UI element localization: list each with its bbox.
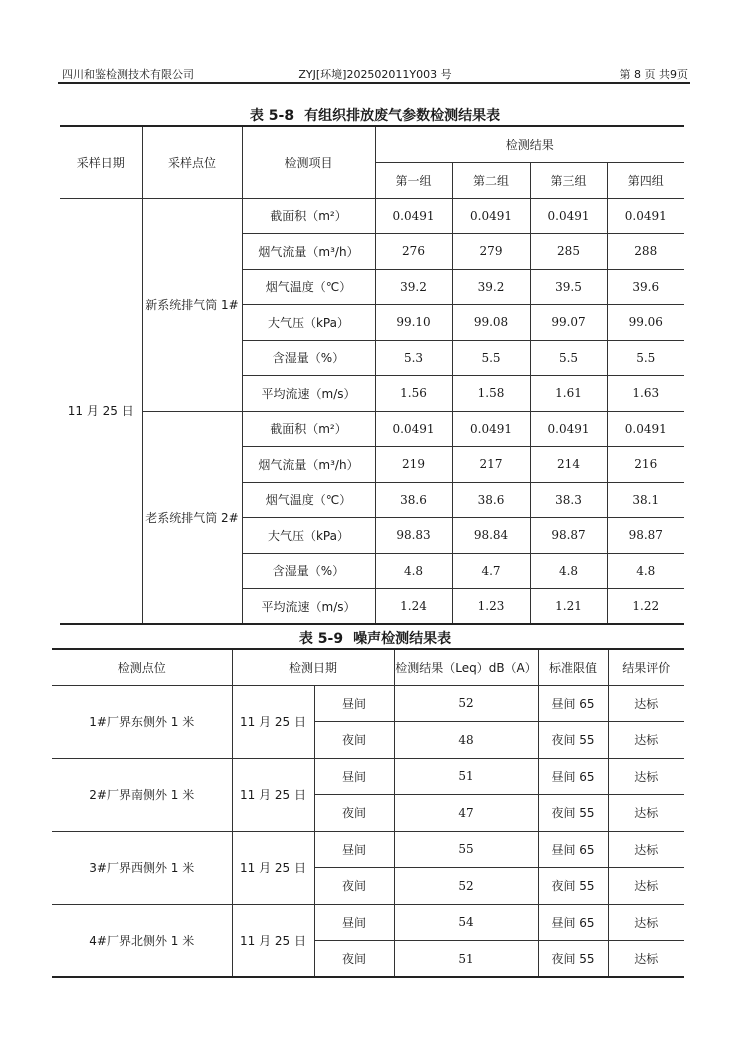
- result-value-cell: 288: [607, 234, 684, 270]
- result-value-cell: 1.24: [375, 589, 452, 625]
- result-value-cell: 217: [452, 447, 530, 483]
- company-name: 四川和鉴检测技术有限公司: [62, 68, 194, 81]
- evaluation-cell: 达标: [608, 831, 684, 868]
- result-value-cell: 0.0491: [530, 411, 607, 447]
- result-value-cell: 285: [530, 234, 607, 270]
- result-value-cell: 0.0491: [452, 411, 530, 447]
- test-date-cell: 11 月 25 日: [232, 904, 314, 977]
- limit-cell: 夜间 55: [538, 941, 608, 978]
- test-item-cell: 烟气温度（℃）: [242, 269, 375, 305]
- header-test-results: 检测结果: [375, 126, 684, 162]
- result-value-cell: 1.58: [452, 376, 530, 412]
- limit-cell: 夜间 55: [538, 722, 608, 759]
- period-cell: 夜间: [314, 795, 394, 832]
- result-value-cell: 38.1: [607, 482, 684, 518]
- result-value-cell: 99.06: [607, 305, 684, 341]
- test-item-cell: 大气压（kPa）: [242, 305, 375, 341]
- result-value-cell: 99.10: [375, 305, 452, 341]
- header-test-item: 检测项目: [242, 126, 375, 198]
- result-value-cell: 0.0491: [375, 198, 452, 234]
- result-value-cell: 0.0491: [607, 198, 684, 234]
- test-date-cell: 11 月 25 日: [232, 758, 314, 831]
- period-cell: 昼间: [314, 904, 394, 941]
- result-value-cell: 1.22: [607, 589, 684, 625]
- test-date-cell: 11 月 25 日: [232, 831, 314, 904]
- noise-value-cell: 52: [394, 685, 538, 722]
- header-group-2: 第二组: [452, 162, 530, 198]
- result-value-cell: 214: [530, 447, 607, 483]
- result-value-cell: 39.2: [452, 269, 530, 305]
- table-row: [52, 831, 684, 868]
- result-value-cell: 1.21: [530, 589, 607, 625]
- table-row: [52, 685, 684, 722]
- result-value-cell: 4.8: [607, 553, 684, 589]
- test-item-cell: 含湿量（%）: [242, 553, 375, 589]
- limit-cell: 昼间 65: [538, 904, 608, 941]
- result-value-cell: 39.6: [607, 269, 684, 305]
- result-value-cell: 0.0491: [375, 411, 452, 447]
- result-value-cell: 39.5: [530, 269, 607, 305]
- table-row: [60, 411, 684, 447]
- test-item-cell: 烟气流量（m³/h）: [242, 447, 375, 483]
- result-value-cell: 1.63: [607, 376, 684, 412]
- period-cell: 夜间: [314, 868, 394, 905]
- result-value-cell: 0.0491: [452, 198, 530, 234]
- test-item-cell: 烟气温度（℃）: [242, 482, 375, 518]
- sampling-point-cell: 老系统排气筒 2#: [142, 411, 242, 624]
- period-cell: 昼间: [314, 831, 394, 868]
- header-evaluation: 结果评价: [608, 649, 684, 685]
- result-value-cell: 279: [452, 234, 530, 270]
- result-value-cell: 98.84: [452, 518, 530, 554]
- limit-cell: 夜间 55: [538, 868, 608, 905]
- table-5-9-number: 表 5-9: [298, 631, 344, 647]
- header-rule: [58, 82, 690, 84]
- test-point-cell: 2#厂界南侧外 1 米: [52, 758, 232, 831]
- test-point-cell: 4#厂界北侧外 1 米: [52, 904, 232, 977]
- header-sampling-date: 采样日期: [60, 126, 142, 198]
- report-number: ZYJ[环境]202502011Y003 号: [298, 68, 452, 81]
- result-value-cell: 98.87: [530, 518, 607, 554]
- result-value-cell: 5.5: [607, 340, 684, 376]
- test-point-cell: 3#厂界西侧外 1 米: [52, 831, 232, 904]
- evaluation-cell: 达标: [608, 722, 684, 759]
- header-noise-result: 检测结果（Leq）dB（A）: [394, 649, 538, 685]
- noise-value-cell: 54: [394, 904, 538, 941]
- result-value-cell: 98.83: [375, 518, 452, 554]
- period-cell: 昼间: [314, 758, 394, 795]
- evaluation-cell: 达标: [608, 758, 684, 795]
- noise-value-cell: 55: [394, 831, 538, 868]
- test-item-cell: 烟气流量（m³/h）: [242, 234, 375, 270]
- table-row: [52, 758, 684, 795]
- result-value-cell: 4.7: [452, 553, 530, 589]
- test-item-cell: 截面积（m²）: [242, 198, 375, 234]
- noise-value-cell: 51: [394, 941, 538, 978]
- table-row: [52, 904, 684, 941]
- sampling-date-cell: 11 月 25 日: [60, 198, 142, 624]
- page-header: [62, 62, 688, 82]
- period-cell: 夜间: [314, 722, 394, 759]
- header-standard-limit: 标准限值: [538, 649, 608, 685]
- header-group-1: 第一组: [375, 162, 452, 198]
- result-value-cell: 99.08: [452, 305, 530, 341]
- test-point-cell: 1#厂界东侧外 1 米: [52, 685, 232, 758]
- result-value-cell: 5.5: [452, 340, 530, 376]
- test-item-cell: 平均流速（m/s）: [242, 589, 375, 625]
- evaluation-cell: 达标: [608, 941, 684, 978]
- result-value-cell: 0.0491: [530, 198, 607, 234]
- result-value-cell: 4.8: [375, 553, 452, 589]
- header-sampling-point: 采样点位: [142, 126, 242, 198]
- exhaust-gas-params-table: [60, 125, 684, 625]
- result-value-cell: 99.07: [530, 305, 607, 341]
- table-5-8-number: 表 5-8: [249, 108, 295, 124]
- test-item-cell: 截面积（m²）: [242, 411, 375, 447]
- table-5-9-caption: 噪声检测结果表: [353, 631, 452, 647]
- noise-value-cell: 47: [394, 795, 538, 832]
- page-number: 第 8 页 共9页: [619, 68, 688, 81]
- result-value-cell: 38.6: [452, 482, 530, 518]
- table-5-8-caption: 有组织排放废气参数检测结果表: [304, 108, 501, 124]
- noise-value-cell: 51: [394, 758, 538, 795]
- test-item-cell: 含湿量（%）: [242, 340, 375, 376]
- header-test-date: 检测日期: [232, 649, 394, 685]
- result-value-cell: 38.6: [375, 482, 452, 518]
- evaluation-cell: 达标: [608, 868, 684, 905]
- table-5-8-title: [0, 105, 750, 125]
- result-value-cell: 216: [607, 447, 684, 483]
- test-date-cell: 11 月 25 日: [232, 685, 314, 758]
- table-5-9-title: [0, 628, 750, 648]
- result-value-cell: 5.3: [375, 340, 452, 376]
- evaluation-cell: 达标: [608, 795, 684, 832]
- noise-value-cell: 52: [394, 868, 538, 905]
- result-value-cell: 219: [375, 447, 452, 483]
- test-item-cell: 平均流速（m/s）: [242, 376, 375, 412]
- test-item-cell: 大气压（kPa）: [242, 518, 375, 554]
- noise-results-table: [52, 648, 684, 978]
- evaluation-cell: 达标: [608, 685, 684, 722]
- result-value-cell: 38.3: [530, 482, 607, 518]
- result-value-cell: 0.0491: [607, 411, 684, 447]
- sampling-point-cell: 新系统排气筒 1#: [142, 198, 242, 411]
- noise-value-cell: 48: [394, 722, 538, 759]
- result-value-cell: 39.2: [375, 269, 452, 305]
- evaluation-cell: 达标: [608, 904, 684, 941]
- header-group-4: 第四组: [607, 162, 684, 198]
- limit-cell: 夜间 55: [538, 795, 608, 832]
- header-group-3: 第三组: [530, 162, 607, 198]
- limit-cell: 昼间 65: [538, 831, 608, 868]
- result-value-cell: 1.56: [375, 376, 452, 412]
- table-row: [60, 198, 684, 234]
- header-test-point: 检测点位: [52, 649, 232, 685]
- result-value-cell: 1.23: [452, 589, 530, 625]
- period-cell: 昼间: [314, 685, 394, 722]
- limit-cell: 昼间 65: [538, 758, 608, 795]
- period-cell: 夜间: [314, 941, 394, 978]
- result-value-cell: 4.8: [530, 553, 607, 589]
- result-value-cell: 276: [375, 234, 452, 270]
- result-value-cell: 1.61: [530, 376, 607, 412]
- result-value-cell: 5.5: [530, 340, 607, 376]
- result-value-cell: 98.87: [607, 518, 684, 554]
- limit-cell: 昼间 65: [538, 685, 608, 722]
